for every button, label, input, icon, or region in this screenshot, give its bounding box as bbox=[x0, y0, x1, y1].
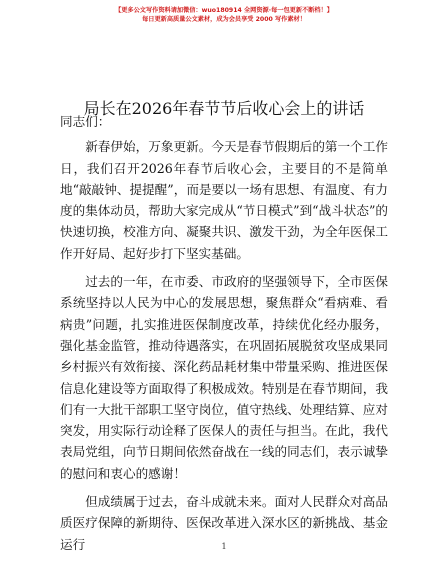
paragraph-2: 过去的一年，在市委、市政府的坚强领导下，全市医保系统坚持以人民为中心的发展思想，聚焦群众“看病难、看病贵”问题，扎实推进医保制度改革，持续优化经办服务，强化基金监管，推动待遇落实，在巩固拓展脱贫攻坚成果同乡村振兴有效衔接、深化药品耗材集中带量采购、推进医保信息化建设等方面取得了积极成效。特别是在春节期间，我们有一大批干部职工坚守岗位，值守热线、处理结算、应对突发，用实际行动诠释了医保人的责任与担当。在此，我代表局党组，向节日期间依然奋战在一线的同志们，表示诚挚的慰问和衷心的感谢！ bbox=[60, 274, 388, 481]
promo-banner-line-1: 【更多公文写作资料请加微信：wuo180914 全网资源·每一包更新不断档！】 bbox=[115, 7, 333, 14]
salutation: 同志们： bbox=[60, 114, 111, 129]
document-title: 局长在2026年春节节后收心会上的讲话 bbox=[83, 98, 365, 118]
page-number: 1 bbox=[221, 542, 227, 551]
paragraph-3: 但成绩属于过去，奋斗成就未来。面对人民群众对高品质医疗保障的新期待、医保改革进入深水区的新挑战、基金运行 bbox=[60, 494, 388, 552]
promo-banner-line-2: 每日更新高质量公文素材，成为会员享受 2000 写作素材！ bbox=[142, 16, 306, 23]
promo-banner bbox=[0, 6, 448, 24]
paragraph-1: 新春伊始，万象更新。今天是春节假期后的第一个工作日，我们召开2026年春节后收心会，主要目的不是简单地“敲敲钟、提提醒”，而是要以一场有思想、有温度、有力度的集体动员，帮助大家完成从“节日模式”到“战斗状态”的快速切换，校准方向、凝聚共识、激发干劲，为全年医保工作开好局、起好步打下坚实基础。 bbox=[60, 139, 389, 261]
document-body bbox=[60, 111, 388, 562]
